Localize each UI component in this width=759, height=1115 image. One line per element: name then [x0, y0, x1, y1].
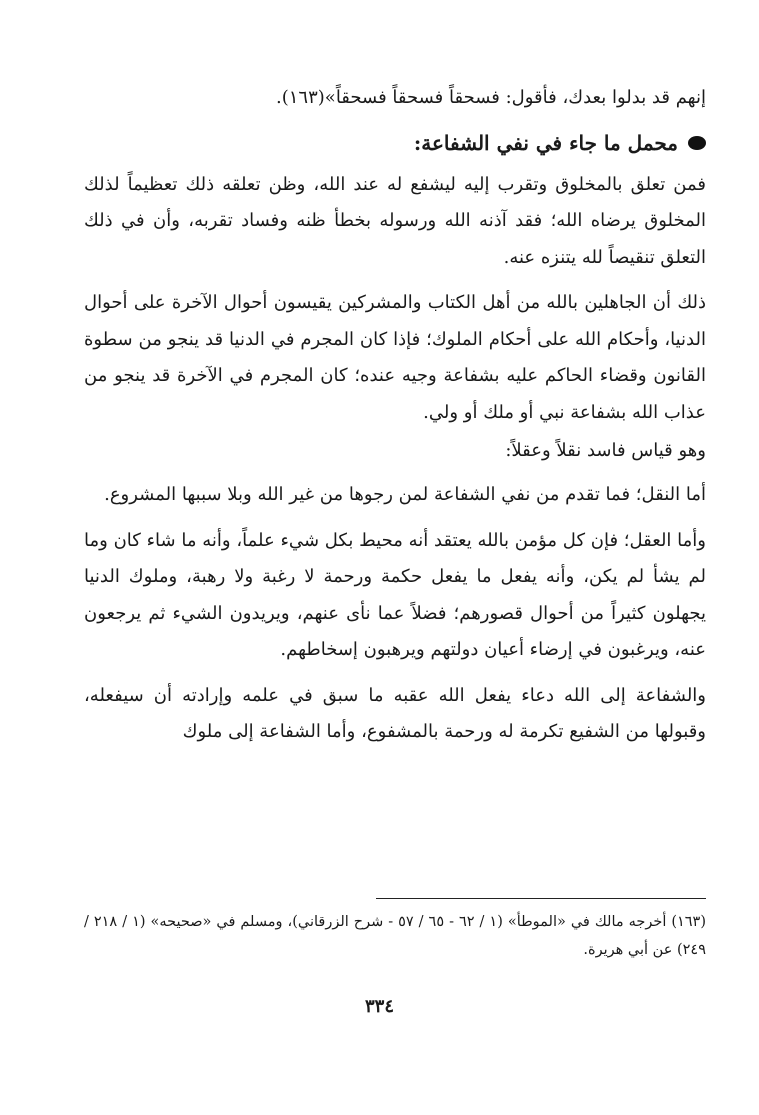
footnote-divider [376, 898, 706, 899]
paragraph-1: فمن تعلق بالمخلوق وتقرب إليه ليشفع له عند الله، وظن تعلقه ذلك تعظيماً لذلك المخلوق يرضاه الله؛ فقد آذنه الله ورسوله بخطأ ظنه وفساد تقربه، وأن في ذلك التعلق تنقيصاً لله يتنزه عنه. [84, 173, 706, 268]
sub-heading-line: وهو قياس فاسد نقلاً وعقلاً: [505, 440, 706, 461]
paragraph-4: وأما العقل؛ فإن كل مؤمن بالله يعتقد أنه محيط بكل شيء علماً، وأنه ما شاء كان وما لم يشأ لم يكن، وأنه يفعل ما يفعل حكمة ورحمة لا رغبة ولا رهبة، وملوك الدنيا يجهلون كثيراً من أحوال قصورهم؛ فضلاً عما نأى عنهم، ويريدون الشيء ثم يرجعون عنه، ويرغبون في إرضاء أعيان دولتهم ويرهبون إسخاطهم. [84, 529, 706, 660]
paragraph-2: ذلك أن الجاهلين بالله من أهل الكتاب والمشركين يقيسون أحوال الآخرة على أحوال الدنيا، وأحكام الله على أحكام الملوك؛ فإذا كان المجرم في الدنيا قد ينجو من سطوة القانون وقضاء الحاكم عليه بشفاعة وجيه عنده؛ كان المجرم في الآخرة قد ينجو من عذاب الله بشفاعة نبي أو ملك أو ولي. [84, 292, 706, 423]
page-number: ٣٣٤ [364, 996, 394, 1017]
paragraph-5: والشفاعة إلى الله دعاء يفعل الله عقبه ما سبق في علمه وإرادته أن سيفعله، وقبولها من الشفيع تكرمة له ورحمة بالمشفوع، وأما الشفاعة إلى ملوك [84, 684, 706, 742]
paragraph-3: أما النقل؛ فما تقدم من نفي الشفاعة لمن رجوها من غير الله وبلا سببها المشروع. [104, 484, 706, 505]
footnote: (١٦٣) أخرجه مالك في «الموطأ» (١ / ٦٢ - ٦٥ / ٥٧ - شرح الزرقاني)، ومسلم في «صحيحه» (١ / ٢١٨ / ٢٤٩) عن أبي هريرة. [84, 914, 707, 958]
continuation-line: إنهم قد بدلوا بعدك، فأقول: فسحقاً فسحقاً فسحقاً»(١٦٣). [276, 87, 706, 108]
page-body [84, 80, 706, 751]
bullet-icon [688, 136, 706, 150]
section-heading-title: محمل ما جاء في نفي الشفاعة: [413, 130, 678, 155]
section-heading [84, 125, 706, 161]
